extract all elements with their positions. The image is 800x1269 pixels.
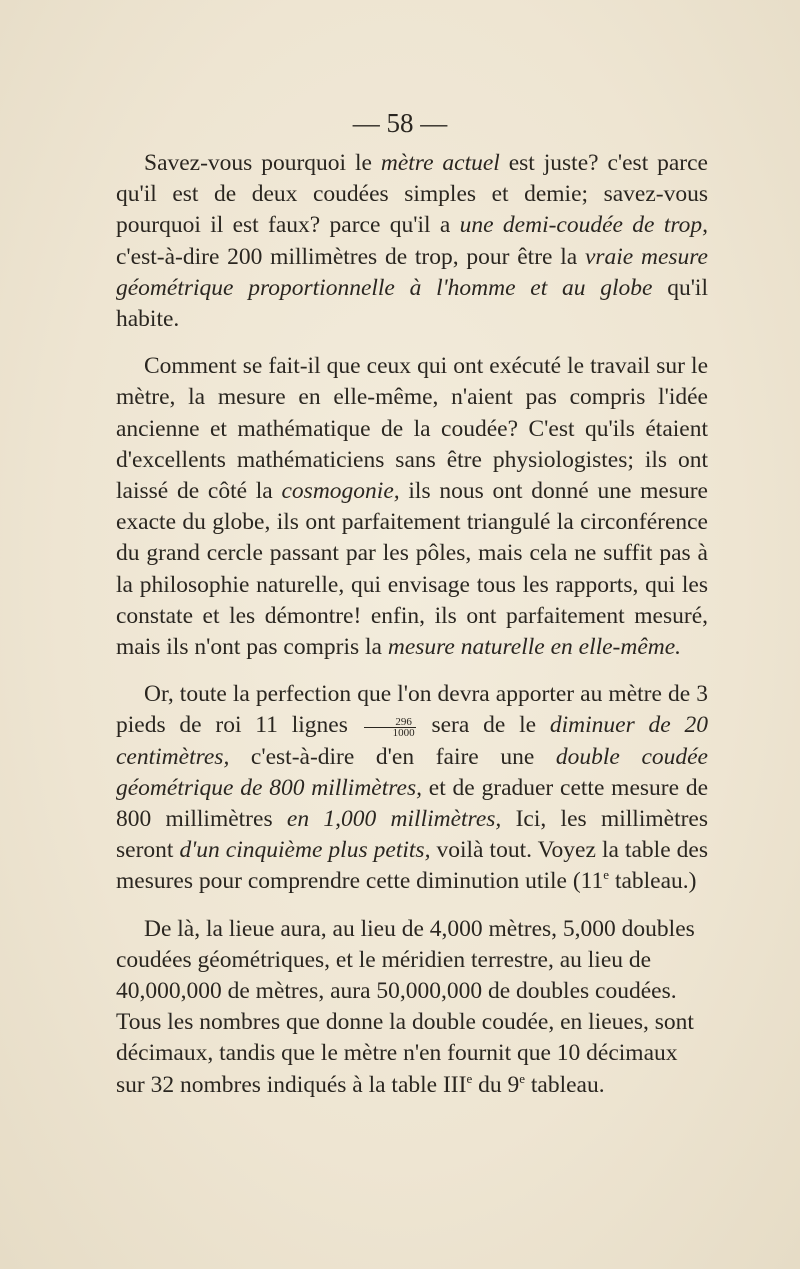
italic-text: cosmogonie, <box>281 478 400 505</box>
text-run: et de graduer cette mesure de 800 millimètres <box>116 774 709 833</box>
body-text <box>116 148 708 1101</box>
paragraph-1 <box>116 148 708 335</box>
text-run: Or, toute la perfection que l'on devra apporter au mètre de 3 pieds de roi 11 lignes <box>116 681 708 739</box>
text-run: tableau. <box>525 1071 605 1098</box>
text-run: c'est-à-dire d'en faire une <box>229 743 556 770</box>
text-run: du 9 <box>472 1071 520 1098</box>
superscript: e <box>519 1070 526 1086</box>
text-run: Savez-vous pourquoi le <box>144 150 381 176</box>
italic-text: d'un cinquième plus petits, <box>179 837 431 864</box>
paragraph-2 <box>116 351 708 663</box>
fraction-numerator: 296 <box>364 717 416 728</box>
italic-text: vraie mesure géométrique proportionnelle à l'homme et au globe <box>116 243 708 301</box>
text-run: voilà tout. Voyez la table des mesures pour comprendre cette diminution utile (11 <box>116 837 708 895</box>
italic-text: mesure naturelle en elle-même. <box>387 634 682 661</box>
text-run: ils nous ont donné une mesure exacte du globe, ils ont parfaitement triangulé la circonférence du grand cercle passant par les pôles, mais cela ne suffit pas à la philosophie naturelle, qui envisage tous les rapports, qui les constate et les démontre! enfin, ils ont parfaitement mesuré, mais ils n'ont pas compris la <box>116 478 708 661</box>
superscript: e <box>603 867 610 883</box>
paragraph-4 <box>116 914 708 1101</box>
text-run: Ici, les millimètres seront <box>116 806 708 864</box>
italic-text: une demi-coudée de trop, <box>459 212 708 239</box>
text-run: De là, la lieue aura, au lieu de 4,000 mètres, 5,000 doubles coudées géométriques, et le méridien terrestre, au lieu de 40,000,000 de mètres, aura 50,000,000 de doubles coudées. Tous les nombres que donne la double coudée, en lieues, sont décimaux, tandis que le mètre n'en fournit que 10 décimaux sur 32 nombres indiqués à la table III <box>116 915 695 1098</box>
italic-text: double coudée géométrique de 800 millimètres, <box>116 743 708 801</box>
italic-text: en 1,000 millimètres, <box>286 806 502 833</box>
text-run: Comment se fait-il que ceux qui ont exécuté le travail sur le mètre, la mesure en elle-même, n'aient pas compris l'idée ancienne et mathématique de la coudée? C'est qu'ils étaient d'excellents mathématiciens sans être physiologistes; ils ont laissé de côté la <box>116 353 708 505</box>
page-number: — 58 — <box>352 108 448 138</box>
paragraph-3 <box>116 679 708 897</box>
text-run: tableau.) <box>609 868 697 895</box>
text-run: est juste? c'est parce qu'il est de deux coudées simples et demie; savez-vous pourquoi il est faux? parce qu'il a <box>116 150 708 239</box>
fraction-denominator: 1000 <box>392 726 415 739</box>
superscript: e <box>466 1070 473 1086</box>
italic-text: diminuer de 20 centimètres, <box>116 712 708 770</box>
text-run: c'est-à-dire 200 millimètres de trop, pour être la <box>116 243 585 270</box>
text-run: sera de le <box>417 712 550 739</box>
fraction <box>364 717 416 738</box>
text-run: qu'il habite. <box>116 274 708 333</box>
italic-text: mètre actuel <box>380 150 500 176</box>
